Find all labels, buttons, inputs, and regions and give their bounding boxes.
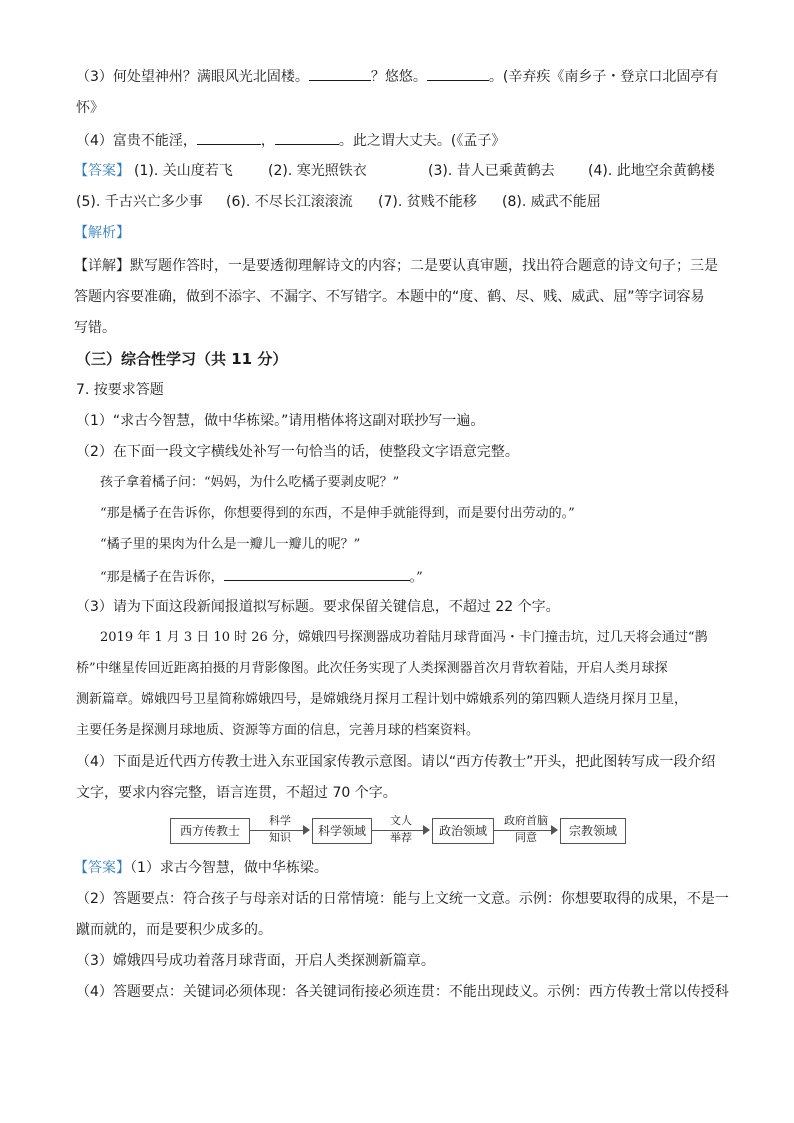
q4-text-c: 。此之谓大丈夫。(《孟子》 bbox=[338, 133, 506, 149]
detail-line-3: 写错。 bbox=[74, 320, 116, 336]
detail-label: 【详解】 bbox=[74, 258, 130, 274]
fill-blank bbox=[309, 66, 371, 81]
q7-answer-4: （4）答题要点：关键词必须体现：各关键词衔接必须连贯：不能出现歧义。示例：西方传教士常以传授科 bbox=[76, 984, 729, 1000]
news-line-4: 主要任务是探测月球地质、资源等方面的信息，完善月球的档案资料。 bbox=[76, 723, 480, 738]
dialog-line-3: “橘子里的果肉为什么是一瓣儿一瓣儿的呢？” bbox=[100, 537, 361, 552]
dialog-line-2: “那是橘子在告诉你，你想要得到的东西，不是伸手就能得到，而是要付出劳动的。” bbox=[100, 506, 575, 521]
detail-line-1 bbox=[74, 256, 718, 276]
fill-blank bbox=[224, 566, 410, 581]
diagram-arrow-2 bbox=[372, 814, 430, 848]
news-line-2: 桥”中继星传回近距离拍摄的月背影像图。此次任务实现了人类探测器首次月背软着陆，开启人类月球探 bbox=[76, 661, 668, 676]
diagram-box-politics: 政治领域 bbox=[432, 818, 494, 844]
dialog-4-text-a: “那是橘子在告诉你， bbox=[100, 570, 224, 585]
answer-item: (2). 寒光照铁衣 bbox=[268, 163, 367, 179]
answer-item: (8). 威武不能屈 bbox=[502, 194, 601, 210]
dialog-line-1: 孩子拿着橘子问：“妈妈，为什么吃橘子要剥皮呢？” bbox=[100, 475, 400, 490]
answer-item: (6). 不尽长江滚滚流 bbox=[226, 194, 353, 210]
detail-text: 默写题作答时，一是要透彻理解诗文的内容；二是要认真审题，找出符合题意的诗文句子；三是 bbox=[130, 258, 718, 274]
diagram-box-science: 科学领域 bbox=[312, 818, 372, 844]
analysis-label: 【解析】 bbox=[74, 225, 130, 241]
question-3-line-2: 怀》 bbox=[76, 100, 104, 116]
q7-answer-3: （3）嫦娥四号成功着落月球背面，开启人类探测新篇章。 bbox=[76, 953, 435, 969]
question-7-sub-1: （1）“求古今智慧，做中华栋梁。”请用楷体将这副对联抄写一遍。 bbox=[76, 413, 485, 429]
fill-blank bbox=[275, 130, 339, 145]
diagram-arrow-1 bbox=[250, 814, 310, 848]
q7-answer-1: （1）求古今智慧，做中华栋梁。 bbox=[130, 860, 328, 876]
fill-blank bbox=[427, 66, 489, 81]
answer-item: (4). 此地空余黄鹤楼 bbox=[588, 163, 715, 179]
q3-text-c: 。(辛弃疾《南乡子・登京口北固亭有 bbox=[488, 69, 719, 85]
section-title: （三）综合性学习（共 11 分） bbox=[76, 350, 288, 368]
answer-item: (5). 千古兴亡多少事 bbox=[76, 194, 203, 210]
q4-text-b: ， bbox=[260, 133, 275, 149]
q7-answer-2-line-1: （2）答题要点：符合孩子与母亲对话的日常情境：能与上文统一文意。示例：你想要取得的成果，不是一 bbox=[76, 891, 729, 907]
answer-item: (7). 贫贱不能移 bbox=[378, 194, 477, 210]
dialog-4-text-b: 。” bbox=[409, 570, 423, 585]
question-3-line-1 bbox=[76, 66, 718, 87]
answer-label: 【答案】 bbox=[74, 163, 130, 179]
q3-text-b: ？悠悠。 bbox=[370, 69, 427, 85]
missionary-flow-diagram bbox=[170, 814, 630, 848]
arrow-top-label: 科学 bbox=[269, 814, 291, 827]
q3-text-a: （3）何处望神州？满眼风光北固楼。 bbox=[76, 69, 309, 85]
arrow-bottom-label: 知识 bbox=[269, 831, 291, 844]
news-line-3: 测新篇章。嫦娥四号卫星简称嫦娥四号，是嫦娥绕月探月工程计划中嫦娥系列的第四颗人造绕月探月卫星， bbox=[76, 692, 688, 707]
diagram-box-religion: 宗教领域 bbox=[560, 818, 626, 844]
diagram-arrow-3 bbox=[494, 814, 558, 848]
q7-answer-line-1 bbox=[74, 858, 328, 878]
q4-text-a: （4）富贵不能淫， bbox=[76, 133, 197, 149]
q7-answer-label: 【答案】 bbox=[74, 860, 130, 876]
fill-blank bbox=[197, 130, 261, 145]
question-7-sub-4-line-2: 文字，要求内容完整，语言连贯，不超过 70 个字。 bbox=[76, 785, 397, 801]
q7-answer-2-line-2: 蹴而就的，而是要积少成多的。 bbox=[76, 922, 272, 938]
question-7-sub-3: （3）请为下面这段新闻报道拟写标题。要求保留关键信息，不超过 22 个字。 bbox=[76, 599, 560, 615]
dialog-line-4 bbox=[100, 566, 423, 588]
answer-item: (3). 昔人已乘黄鹤去 bbox=[428, 163, 555, 179]
diagram-box-missionary: 西方传教士 bbox=[170, 818, 250, 844]
question-7-sub-4-line-1: （4）下面是近代西方传教士进入东亚国家传教示意图。请以“西方传教士”开头，把此图转写成一段介绍 bbox=[76, 754, 716, 770]
news-line-1: 2019 年 1 月 3 日 10 时 26 分，嫦娥四号探测器成功着陆月球背面冯・卡门撞击坑，过几天将会通过“鹊 bbox=[100, 630, 708, 645]
detail-line-2: 答题内容要准确，做到不添字、不漏字、不写错字。本题中的“度、鹤、尽、贱、威武、屈”等字词容易 bbox=[74, 289, 705, 305]
question-7-sub-2: （2）在下面一段文字横线处补写一句恰当的话，使整段文字语意完整。 bbox=[76, 444, 519, 460]
arrow-top-label: 文人 bbox=[390, 814, 412, 827]
answer-item: (1). 关山度若飞 bbox=[134, 163, 233, 179]
arrow-bottom-label: 举荐 bbox=[390, 831, 412, 844]
arrow-top-label: 政府首脑 bbox=[504, 814, 548, 827]
arrow-bottom-label: 同意 bbox=[515, 831, 537, 844]
question-4 bbox=[76, 130, 505, 151]
question-7-title: 7. 按要求答题 bbox=[76, 382, 164, 398]
